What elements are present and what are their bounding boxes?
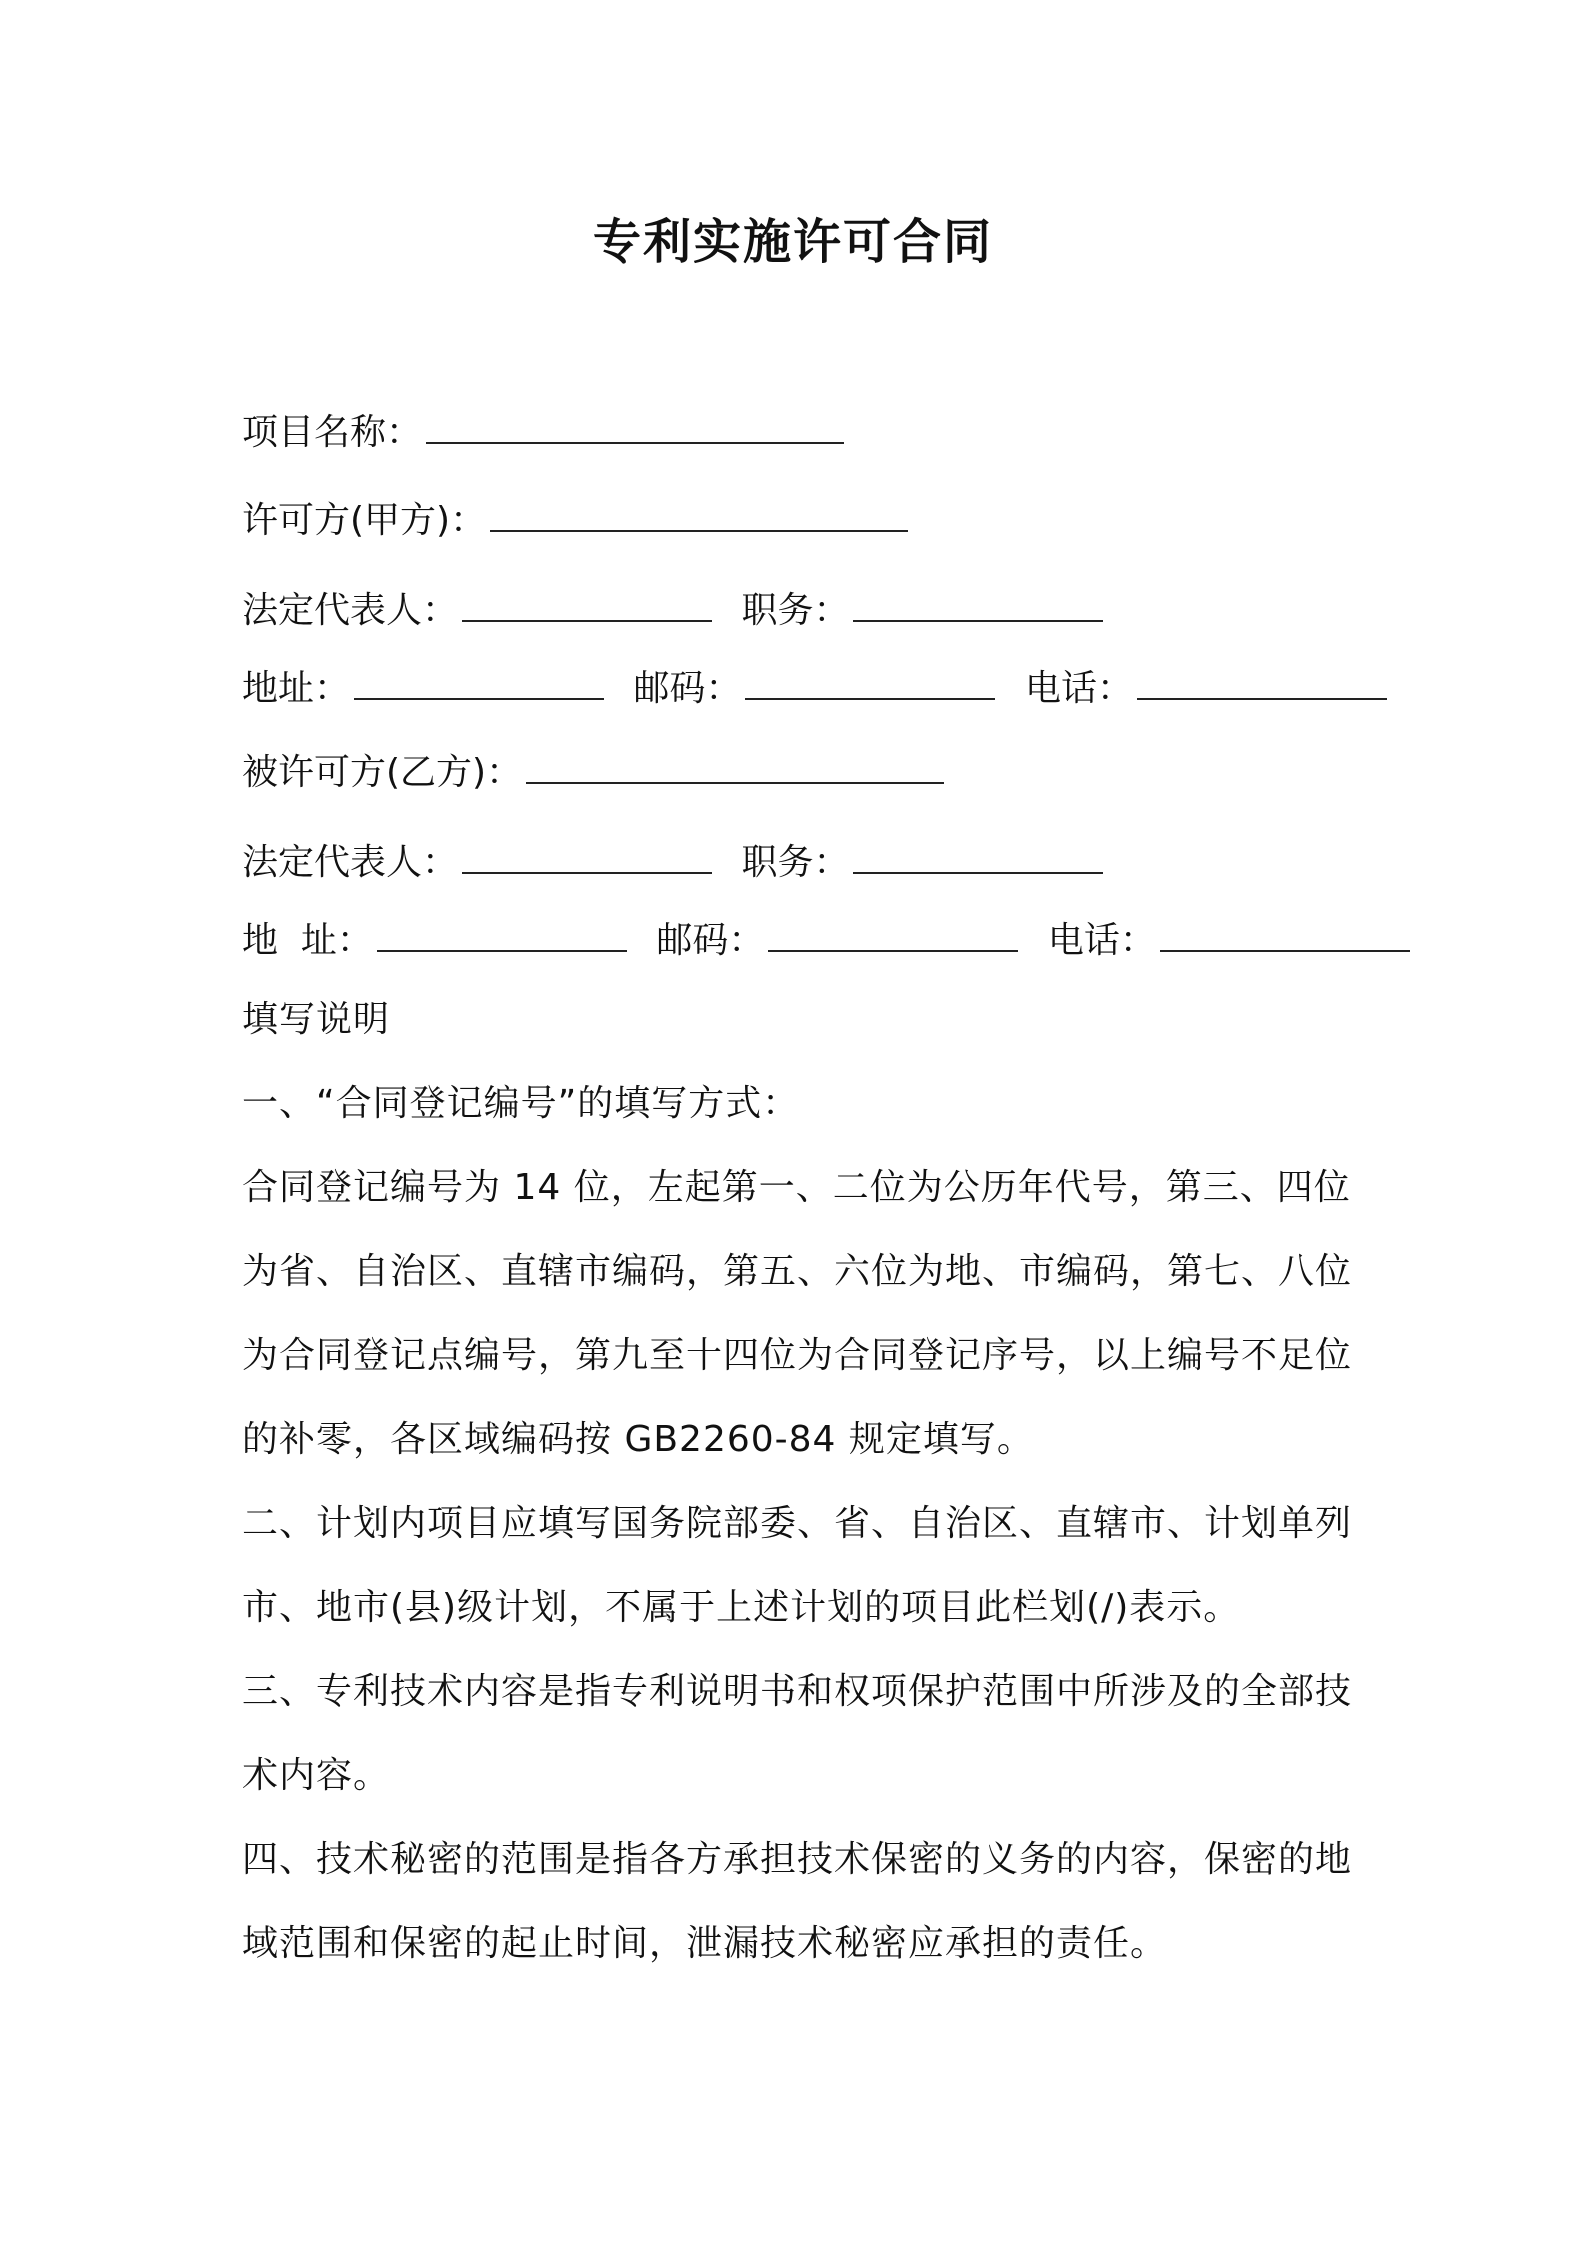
licensee-label: 被许可方(乙方)：	[242, 752, 523, 793]
item3-text: 三、专利技术内容是指专利说明书和权项保护范围中所涉及的全部技术内容。	[242, 1671, 1353, 1796]
licensor-phone-blank[interactable]	[1137, 664, 1387, 700]
licensee-phone-blank[interactable]	[1160, 916, 1410, 952]
licensee-blank[interactable]	[526, 748, 944, 784]
document-title: 专利实施许可合同	[592, 214, 993, 270]
licensee-postcode-label: 邮码：	[656, 920, 765, 961]
licensee-phone-label: 电话：	[1047, 920, 1156, 961]
licensee-address-row	[242, 916, 1410, 965]
licensee-position-blank[interactable]	[853, 838, 1103, 874]
project-name-blank[interactable]	[426, 408, 844, 444]
licensee-row	[242, 748, 944, 797]
licensee-postcode-blank[interactable]	[768, 916, 1018, 952]
licensor-postcode-label: 邮码：	[633, 668, 742, 709]
licensor-postcode-blank[interactable]	[745, 664, 995, 700]
project-name-row	[242, 408, 844, 457]
licensor-blank[interactable]	[490, 496, 908, 532]
licensee-address-blank[interactable]	[377, 916, 627, 952]
project-name-label: 项目名称：	[242, 412, 423, 453]
licensee-rep-row	[242, 838, 1103, 887]
licensee-position-label: 职务：	[741, 842, 850, 883]
licensor-label: 许可方(甲方)：	[242, 500, 487, 541]
licensor-phone-label: 电话：	[1024, 668, 1133, 709]
item2-text: 二、计划内项目应填写国务院部委、省、自治区、直辖市、计划单列市、地市(县)级计划，不属于上述计划的项目此栏划(/)表示。	[242, 1503, 1353, 1628]
licensor-address-row	[242, 664, 1387, 713]
licensor-address-label: 地址：	[242, 668, 351, 709]
licensee-rep-label: 法定代表人：	[242, 842, 459, 883]
instructions-heading: 填写说明	[242, 999, 391, 1040]
licensee-address-label: 地 址：	[242, 920, 373, 961]
licensor-address-blank[interactable]	[354, 664, 604, 700]
item1-body: 合同登记编号为 14 位，左起第一、二位为公历年代号，第三、四位为省、自治区、直辖市编码，第五、六位为地、市编码，第七、八位为合同登记点编号，第九至十四位为合同登记序号，以上编号不足位的补零，各区域编码按 GB2260-84 规定填写。	[242, 1167, 1353, 1460]
licensor-rep-label: 法定代表人：	[242, 590, 459, 631]
licensor-position-blank[interactable]	[853, 586, 1103, 622]
item4-text: 四、技术秘密的范围是指各方承担技术保密的义务的内容，保密的地域范围和保密的起止时间，泄漏技术秘密应承担的责任。	[242, 1839, 1353, 1964]
licensor-position-label: 职务：	[741, 590, 850, 631]
instructions-section	[242, 978, 1352, 1986]
licensee-rep-blank[interactable]	[462, 838, 712, 874]
licensor-rep-blank[interactable]	[462, 586, 712, 622]
licensor-row	[242, 496, 908, 545]
licensor-rep-row	[242, 586, 1103, 635]
item1-heading: 一、“合同登记编号”的填写方式：	[242, 1083, 800, 1124]
